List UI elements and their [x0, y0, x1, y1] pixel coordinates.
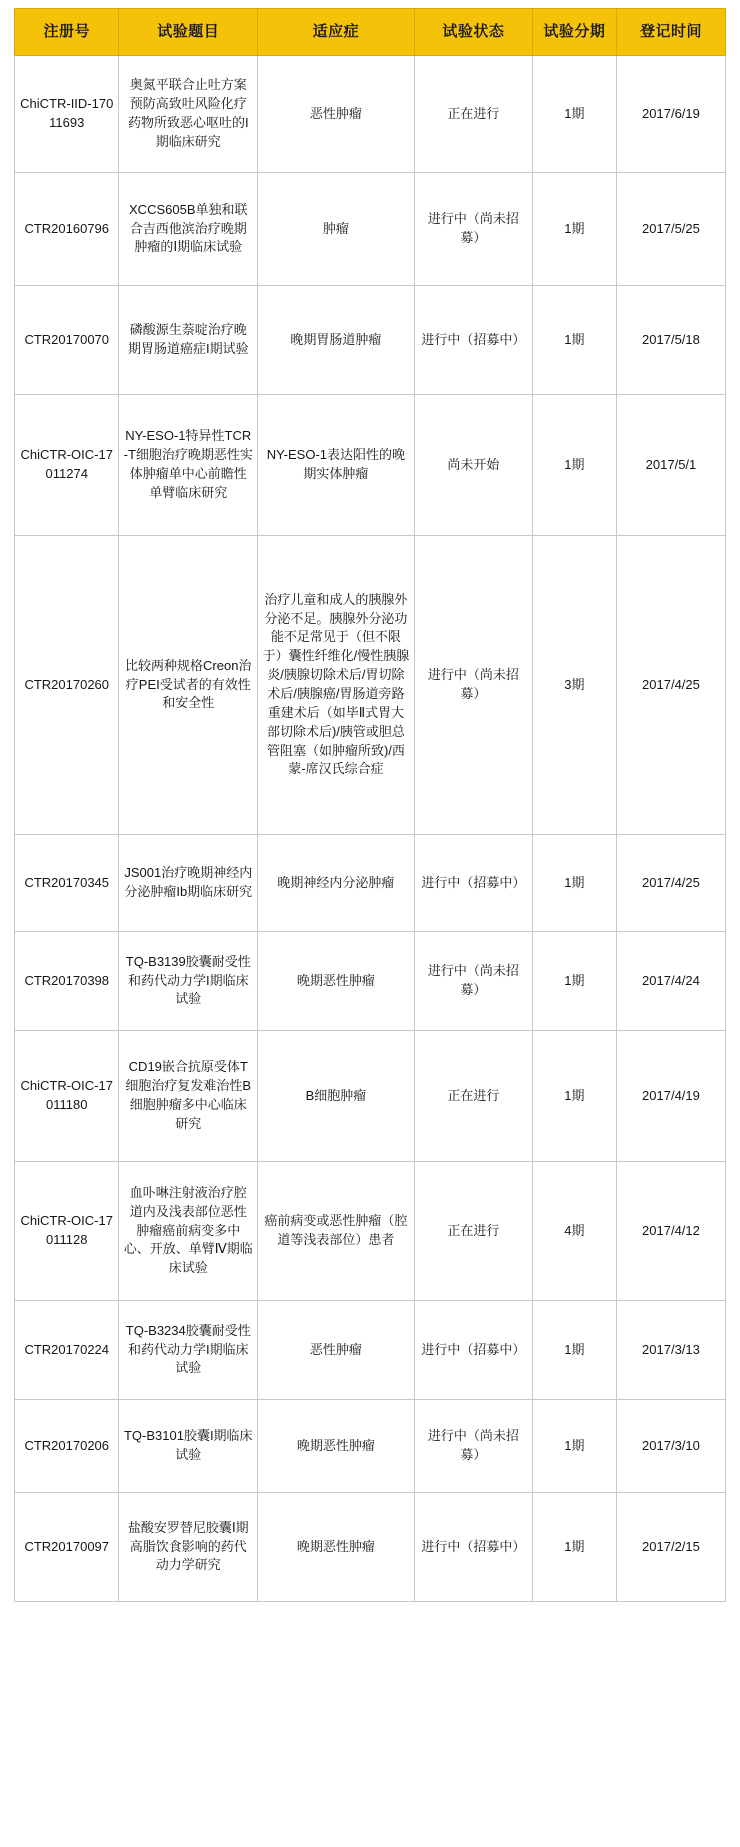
cell-trial-phase: 1期	[532, 56, 616, 173]
cell-trial-title: 血卟啉注射液治疗腔道内及浅表部位恶性肿瘤癌前病变多中心、开放、单臂Ⅳ期临床试验	[119, 1162, 258, 1301]
column-header-trial-title: 试验题目	[119, 9, 258, 56]
cell-indication: 恶性肿瘤	[258, 1301, 415, 1400]
cell-trial-status: 尚未开始	[414, 395, 532, 536]
cell-trial-status: 正在进行	[414, 56, 532, 173]
cell-indication: NY-ESO-1表达阳性的晚期实体肿瘤	[258, 395, 415, 536]
table-row	[15, 932, 726, 1031]
cell-trial-status: 正在进行	[414, 1162, 532, 1301]
cell-registration-date: 2017/4/24	[616, 932, 725, 1031]
cell-registration-date: 2017/2/15	[616, 1493, 725, 1602]
cell-registration-number: CTR20160796	[15, 173, 119, 286]
cell-registration-number: ChiCTR-OIC-17011274	[15, 395, 119, 536]
cell-trial-title: JS001治疗晚期神经内分泌肿瘤Ib期临床研究	[119, 835, 258, 932]
cell-trial-status: 进行中（尚未招募）	[414, 932, 532, 1031]
cell-registration-number: CTR20170206	[15, 1400, 119, 1493]
table-row	[15, 56, 726, 173]
cell-registration-date: 2017/4/12	[616, 1162, 725, 1301]
cell-trial-status: 进行中（招募中）	[414, 835, 532, 932]
header-row	[15, 9, 726, 56]
cell-trial-title: NY-ESO-1特异性TCR-T细胞治疗晚期恶性实体肿瘤单中心前瞻性单臂临床研究	[119, 395, 258, 536]
cell-trial-phase: 1期	[532, 932, 616, 1031]
cell-registration-number: ChiCTR-OIC-17011180	[15, 1031, 119, 1162]
cell-trial-title: TQ-B3101胶囊I期临床试验	[119, 1400, 258, 1493]
cell-trial-phase: 1期	[532, 1400, 616, 1493]
cell-trial-phase: 1期	[532, 1301, 616, 1400]
cell-trial-title: TQ-B3234胶囊耐受性和药代动力学I期临床试验	[119, 1301, 258, 1400]
cell-indication: B细胞肿瘤	[258, 1031, 415, 1162]
clinical-trial-table	[14, 8, 726, 1602]
cell-registration-date: 2017/4/25	[616, 835, 725, 932]
cell-trial-phase: 1期	[532, 173, 616, 286]
cell-indication: 恶性肿瘤	[258, 56, 415, 173]
table-row	[15, 1162, 726, 1301]
cell-registration-number: ChiCTR-OIC-17011128	[15, 1162, 119, 1301]
column-header-registration-date: 登记时间	[616, 9, 725, 56]
table-row	[15, 1301, 726, 1400]
column-header-registration-number: 注册号	[15, 9, 119, 56]
cell-registration-date: 2017/6/19	[616, 56, 725, 173]
cell-indication: 晚期神经内分泌肿瘤	[258, 835, 415, 932]
cell-indication: 晚期胃肠道肿瘤	[258, 286, 415, 395]
table-row	[15, 1493, 726, 1602]
cell-registration-date: 2017/4/25	[616, 536, 725, 835]
table-row	[15, 173, 726, 286]
table-row	[15, 536, 726, 835]
cell-registration-date: 2017/5/25	[616, 173, 725, 286]
cell-indication: 治疗儿童和成人的胰腺外分泌不足。胰腺外分泌功能不足常见于（但不限于）囊性纤维化/慢性胰腺炎/胰腺切除术后/胃切除术后/胰腺癌/胃肠道旁路重建术后（如毕Ⅱ式胃大部切除术后)/胰管或胆总管阻塞（如肿瘤所致)/西蒙-席汉氏综合症	[258, 536, 415, 835]
cell-trial-title: 盐酸安罗替尼胶囊Ⅰ期高脂饮食影响的药代动力学研究	[119, 1493, 258, 1602]
table-row	[15, 835, 726, 932]
cell-registration-number: CTR20170260	[15, 536, 119, 835]
table-row	[15, 286, 726, 395]
cell-trial-status: 正在进行	[414, 1031, 532, 1162]
table-row	[15, 1400, 726, 1493]
cell-registration-date: 2017/4/19	[616, 1031, 725, 1162]
cell-trial-title: 磷酸源生萘啶治疗晚期胃肠道癌症I期试验	[119, 286, 258, 395]
cell-trial-status: 进行中（招募中）	[414, 1493, 532, 1602]
cell-trial-phase: 3期	[532, 536, 616, 835]
cell-trial-title: 比较两种规格Creon治疗PEI受试者的有效性和安全性	[119, 536, 258, 835]
cell-registration-date: 2017/3/13	[616, 1301, 725, 1400]
cell-trial-title: 奥氮平联合止吐方案预防高致吐风险化疗药物所致恶心呕吐的I期临床研究	[119, 56, 258, 173]
cell-trial-phase: 1期	[532, 286, 616, 395]
cell-registration-number: ChiCTR-IID-17011693	[15, 56, 119, 173]
cell-registration-date: 2017/5/18	[616, 286, 725, 395]
cell-registration-number: CTR20170070	[15, 286, 119, 395]
cell-trial-phase: 1期	[532, 835, 616, 932]
cell-trial-phase: 1期	[532, 1493, 616, 1602]
cell-trial-title: XCCS605B单独和联合吉西他滨治疗晚期肿瘤的Ⅰ期临床试验	[119, 173, 258, 286]
table-row	[15, 395, 726, 536]
column-header-trial-phase: 试验分期	[532, 9, 616, 56]
cell-registration-number: CTR20170224	[15, 1301, 119, 1400]
cell-indication: 肿瘤	[258, 173, 415, 286]
cell-registration-number: CTR20170398	[15, 932, 119, 1031]
table-row	[15, 1031, 726, 1162]
cell-trial-phase: 1期	[532, 1031, 616, 1162]
cell-trial-status: 进行中（尚未招募）	[414, 536, 532, 835]
cell-indication: 晚期恶性肿瘤	[258, 1400, 415, 1493]
table-header	[15, 9, 726, 56]
column-header-trial-status: 试验状态	[414, 9, 532, 56]
cell-trial-status: 进行中（尚未招募）	[414, 1400, 532, 1493]
column-header-indication: 适应症	[258, 9, 415, 56]
cell-trial-status: 进行中（招募中）	[414, 286, 532, 395]
cell-trial-title: TQ-B3139胶囊耐受性和药代动力学I期临床试验	[119, 932, 258, 1031]
cell-trial-phase: 4期	[532, 1162, 616, 1301]
table-body	[15, 56, 726, 1602]
cell-indication: 晚期恶性肿瘤	[258, 932, 415, 1031]
cell-indication: 癌前病变或恶性肿瘤（腔道等浅表部位）患者	[258, 1162, 415, 1301]
cell-registration-date: 2017/5/1	[616, 395, 725, 536]
cell-trial-status: 进行中（招募中）	[414, 1301, 532, 1400]
cell-trial-status: 进行中（尚未招募）	[414, 173, 532, 286]
cell-trial-phase: 1期	[532, 395, 616, 536]
cell-indication: 晚期恶性肿瘤	[258, 1493, 415, 1602]
cell-trial-title: CD19嵌合抗原受体T细胞治疗复发难治性B细胞肿瘤多中心临床研究	[119, 1031, 258, 1162]
cell-registration-number: CTR20170097	[15, 1493, 119, 1602]
cell-registration-number: CTR20170345	[15, 835, 119, 932]
cell-registration-date: 2017/3/10	[616, 1400, 725, 1493]
